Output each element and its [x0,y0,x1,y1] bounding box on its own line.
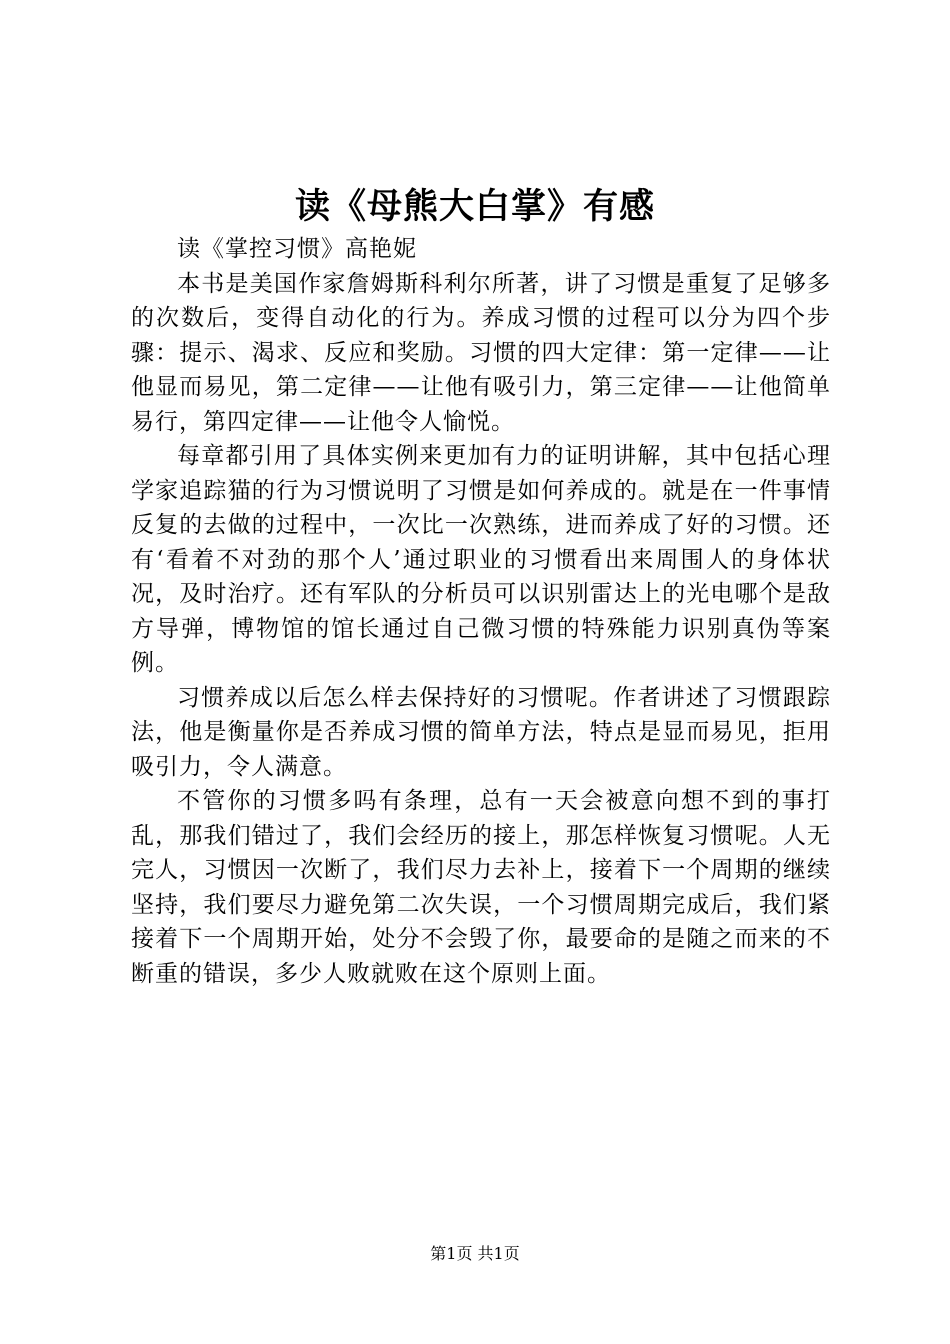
paragraph: 本书是美国作家詹姆斯科利尔所著，讲了习惯是重复了足够多的次数后，变得自动化的行为。养成习惯的过程可以分为四个步骤：提示、渴求、反应和奖励。习惯的四大定律：第一定律——让他显而易见，第二定律——让他有吸引力，第三定律——让他简单易行，第四定律——让他令人愉悦。 [131,270,831,435]
paragraph: 习惯养成以后怎么样去保持好的习惯呢。作者讲述了习惯跟踪法，他是衡量你是否养成习惯的简单方法，特点是显而易见，拒用吸引力，令人满意。 [131,684,831,780]
paragraph: 不管你的习惯多吗有条理，总有一天会被意向想不到的事打乱，那我们错过了，我们会经历的接上，那怎样恢复习惯呢。人无完人，习惯因一次断了，我们尽力去补上，接着下一个周期的继续坚持，我们要尽力避免第二次失误，一个习惯周期完成后，我们紧接着下一个周期开始，处分不会毁了你，最要命的是随之而来的不断重的错误，多少人败就败在这个原则上面。 [131,788,831,987]
paragraph-subtitle: 读《掌控习惯》高艳妮 [177,236,417,262]
document-title: 读《母熊大白掌》有感 [294,186,655,227]
paragraph: 每章都引用了具体实例来更加有力的证明讲解，其中包括心理学家追踪猫的行为习惯说明了习惯是如何养成的。就是在一件事情反复的去做的过程中，一次比一次熟练，进而养成了好的习惯。还有‘看着不对劲的那个人’通过职业的习惯看出来周围人的身体状况，及时治疗。还有军队的分析员可以识别雷达上的光电哪个是敌方导弹，博物馆的馆长通过自己微习惯的特殊能力识别真伪等案例。 [131,443,831,676]
page-footer: 第1页 共1页 [430,1244,520,1263]
document-body [131,232,831,991]
